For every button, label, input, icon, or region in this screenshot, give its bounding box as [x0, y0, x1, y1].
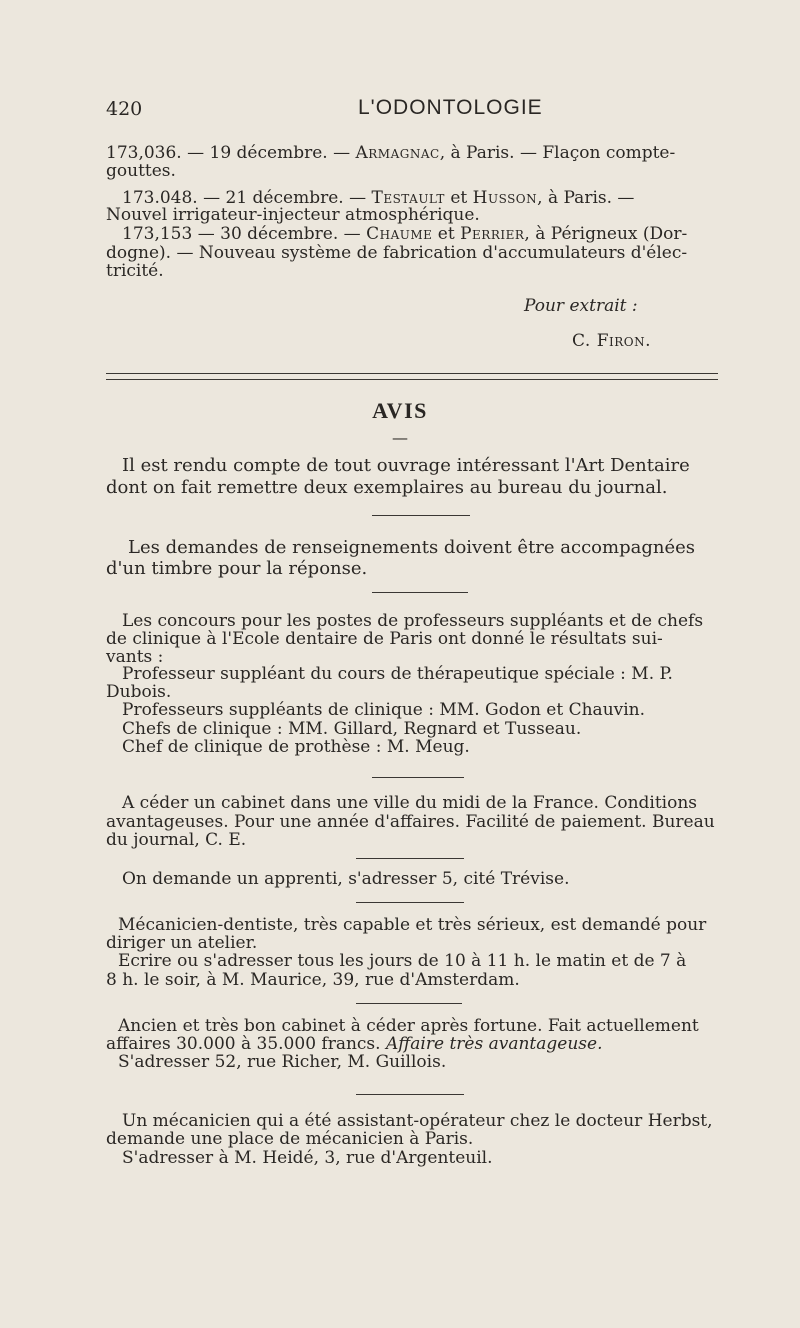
- ad-line: 8 h. le soir, à M. Maurice, 39, rue d'Amsterdam.: [106, 970, 520, 990]
- concours-line: Chef de clinique de prothèse : M. Meug.: [122, 737, 470, 757]
- patent-line: dogne). — Nouveau système de fabrication d'accumulateurs d'élec-: [106, 243, 688, 263]
- signature-label: Pour extrait :: [524, 296, 638, 316]
- ad-line: du journal, C. E.: [106, 830, 247, 850]
- short-divider: [356, 1003, 462, 1004]
- patent-line: Nouvel irrigateur-injecteur atmosphérique.: [106, 205, 480, 225]
- signature-name: C. Firon.: [572, 331, 652, 351]
- concours-line: vants :: [106, 647, 164, 667]
- avis-paragraph-line: Il est rendu compte de tout ouvrage intéressant l'Art Dentaire: [122, 455, 690, 476]
- ad-line: On demande un apprenti, s'adresser 5, cité Trévise.: [122, 869, 570, 889]
- avis-dash: —: [392, 428, 408, 447]
- ad-line: S'adresser à M. Heidé, 3, rue d'Argenteuil.: [122, 1148, 493, 1168]
- ad-line: A céder un cabinet dans une ville du midi de la France. Conditions: [122, 793, 698, 813]
- concours-line: Professeurs suppléants de clinique : MM. Godon et Chauvin.: [122, 700, 646, 720]
- concours-line: Dubois.: [106, 682, 172, 702]
- section-divider: [106, 379, 718, 380]
- avis-paragraph-line: Les demandes de renseignements doivent être accompagnées: [128, 537, 695, 558]
- ad-line: avantageuses. Pour une année d'affaires. Facilité de paiement. Bureau: [106, 812, 715, 832]
- section-divider: [106, 373, 718, 374]
- avis-paragraph-line: dont on fait remettre deux exemplaires au bureau du journal.: [106, 477, 668, 498]
- patent-entry: 173,036. — 19 décembre. — Armagnac, à Paris. — Flaçon compte-: [106, 143, 676, 163]
- ad-line: affaires 30.000 à 35.000 francs. Affaire très avantageuse.: [106, 1034, 603, 1054]
- concours-line: Les concours pour les postes de professeurs suppléants et de chefs: [122, 611, 704, 631]
- short-divider: [356, 1094, 464, 1095]
- short-divider: [372, 592, 468, 593]
- patent-line: gouttes.: [106, 161, 176, 181]
- ad-line: diriger un atelier.: [106, 933, 258, 953]
- concours-line: Professeur suppléant du cours de thérapeutique spéciale : M. P.: [122, 664, 673, 684]
- concours-line: de clinique à l'Ecole dentaire de Paris ont donné le résultats sui-: [106, 629, 663, 649]
- short-divider: [372, 777, 464, 778]
- ad-line: S'adresser 52, rue Richer, M. Guillois.: [118, 1052, 447, 1072]
- short-divider: [356, 902, 464, 903]
- ad-line: demande une place de mécanicien à Paris.: [106, 1129, 474, 1149]
- avis-heading: AVIS: [372, 398, 428, 423]
- page-number: 420: [106, 98, 143, 120]
- ad-line: Mécanicien-dentiste, très capable et très sérieux, est demandé pour: [118, 915, 707, 935]
- avis-paragraph-line: d'un timbre pour la réponse.: [106, 558, 368, 579]
- journal-title: L'ODONTOLOGIE: [358, 96, 543, 119]
- ad-line: Ecrire ou s'adresser tous les jours de 10 à 11 h. le matin et de 7 à: [118, 951, 687, 971]
- patent-entry: 173.048. — 21 décembre. — Testault et Husson, à Paris. —: [122, 188, 635, 208]
- patent-entry: 173,153 — 30 décembre. — Chaume et Perrier, à Périgneux (Dor-: [122, 224, 688, 244]
- ad-line: Un mécanicien qui a été assistant-opérateur chez le docteur Herbst,: [122, 1111, 713, 1131]
- patent-line: tricité.: [106, 261, 164, 281]
- ad-line: Ancien et très bon cabinet à céder après fortune. Fait actuellement: [118, 1016, 699, 1036]
- concours-line: Chefs de clinique : MM. Gillard, Regnard et Tusseau.: [122, 719, 582, 739]
- short-divider: [356, 858, 464, 859]
- short-divider: [372, 515, 470, 516]
